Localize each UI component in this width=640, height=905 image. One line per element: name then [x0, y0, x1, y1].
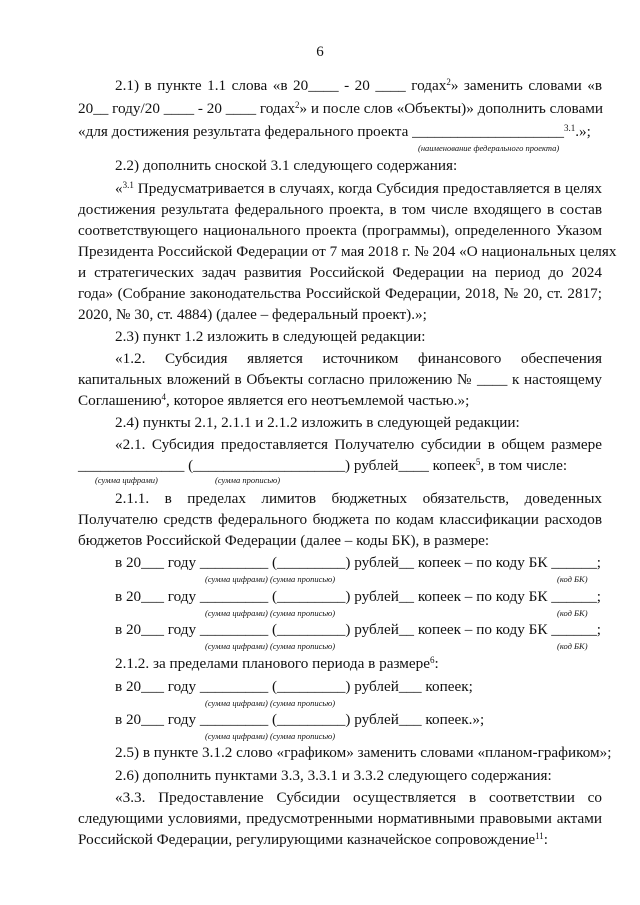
page-number: 6 — [316, 44, 324, 60]
text-line: и стратегических задач развития Российской Федерации на период до 2024 — [78, 264, 602, 281]
text-line: в 20___ году _________ (_________) рублей___ копеек.»; — [115, 711, 485, 728]
field-caption: (сумма цифрами) (сумма прописью) — [205, 698, 336, 708]
text-line: 20__ году/20 ____ - 20 ____ годах$^2$» и после слов «Объекты)» дополнить словами — [78, 100, 603, 117]
text-line: капитальных вложений в Объекты согласно приложению № ____ к настоящему — [78, 371, 602, 388]
field-caption: (код БК) — [557, 608, 588, 618]
field-caption: (сумма цифрами) (сумма прописью) — [205, 731, 336, 741]
text-line: в 20___ году _________ (_________) рублей___ копеек; — [115, 678, 473, 695]
text-line: соответствующего национального проекта (программы), определенного Указом — [78, 222, 602, 239]
text-line: 2.3) пункт 1.2 изложить в следующей редакции: — [115, 328, 426, 345]
field-caption: (сумма цифрами) (сумма прописью) — [205, 574, 336, 584]
text-line: «3.3. Предоставление Субсидии осуществляется в соответствии со — [115, 789, 602, 806]
text-line: 2.4) пункты 2.1, 2.1.1 и 2.1.2 изложить в следующей редакции: — [115, 414, 520, 431]
text-line: 2.2) дополнить сноской 3.1 следующего содержания: — [115, 157, 458, 174]
field-caption: (сумма цифрами) (сумма прописью) — [205, 641, 336, 651]
text-line: Получателю средств федерального бюджета по кодам классификации расходов — [78, 511, 602, 528]
text-line: 2.5) в пункте 3.1.2 слово «графиком» заменить словами «планом-графиком»; — [115, 744, 612, 761]
text-line: «1.2. Субсидия является источником финансового обеспечения — [115, 350, 602, 367]
text-line: следующими условиями, предусмотренными нормативными правовыми актами — [78, 810, 602, 827]
text-line: в 20___ году _________ (_________) рублей__ копеек – по коду БК ______; — [115, 588, 602, 605]
field-caption: (сумма цифрами) — [95, 475, 158, 485]
text-line: «2.1. Субсидия предоставляется Получателю субсидии в общем размере — [115, 436, 602, 453]
text-line: 2.6) дополнить пунктами 3.3, 3.3.1 и 3.3.2 следующего содержания: — [115, 767, 552, 784]
text-line: 2020, № 30, ст. 4884) (далее – федеральный проект).»; — [78, 306, 427, 323]
text-line: в 20___ году _________ (_________) рублей__ копеек – по коду БК ______; — [115, 554, 602, 571]
text-line: бюджетов Российской Федерации (далее – коды БК), в размере: — [78, 532, 490, 549]
text-line: года» (Собрание законодательства Российской Федерации, 2018, № 20, ст. 2817; — [78, 285, 602, 302]
text-line: «для достижения результата федерального проекта ____________________$^{3.1}$.»; — [78, 123, 591, 140]
field-caption: (сумма цифрами) (сумма прописью) — [205, 608, 336, 618]
text-line: ______________ (____________________) рублей____ копеек$^5$, в том числе: — [78, 457, 568, 474]
text-line: Российской Федерации, регулирующими казначейское сопровождение$^{11}$: — [78, 831, 548, 848]
text-line: 2.1) в пункте 1.1 слова «в 20____ - 20 ____ годах$^2$» заменить словами «в — [115, 77, 602, 94]
text-line: в 20___ году _________ (_________) рублей__ копеек – по коду БК ______; — [115, 621, 602, 638]
text-line: 2.1.2. за пределами планового периода в размере$^6$: — [115, 655, 439, 672]
text-line: Соглашению$^4$, которое является его неотъемлемой частью.»; — [78, 392, 470, 409]
field-caption: (код БК) — [557, 641, 588, 651]
field-caption: (код БК) — [557, 574, 588, 584]
text-line: «$^{3.1}$ Предусматривается в случаях, когда Субсидия предоставляется в целях — [115, 180, 602, 197]
text-line: Президента Российской Федерации от 7 мая 2018 г. № 204 «О национальных целях — [78, 243, 617, 260]
field-caption: (сумма прописью) — [215, 475, 281, 485]
field-caption: (наименование федерального проекта) — [418, 143, 560, 153]
text-line: достижения результата федерального проекта, в том числе входящего в состав — [78, 201, 602, 218]
text-line: 2.1.1. в пределах лимитов бюджетных обязательств, доведенных — [115, 490, 602, 507]
